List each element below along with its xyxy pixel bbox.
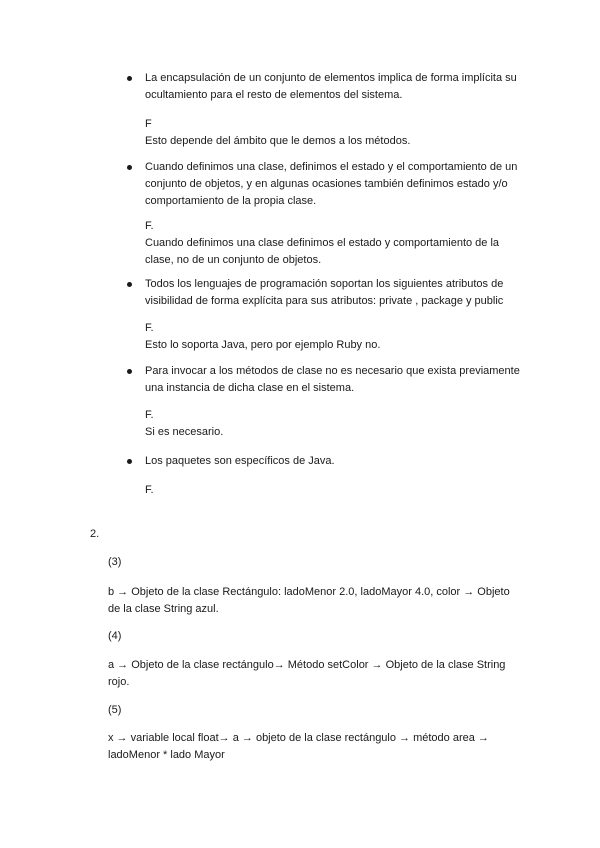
bullet-icon xyxy=(127,282,132,287)
explanation: Esto depende del ámbito que le demos a los métodos. xyxy=(145,135,411,147)
explanation: Cuando definimos una clase definimos el estado y comportamiento de la clase, no de un conjunto de objetos. xyxy=(145,237,500,266)
question-text: La encapsulación de un conjunto de elementos implica de forma implícita su ocultamiento para el resto de elementos del sistema. xyxy=(145,72,517,101)
explanation: Esto lo soporta Java, pero por ejemplo Ruby no. xyxy=(145,339,381,351)
bullet-icon xyxy=(127,459,132,464)
question-text: Cuando definimos una clase, definimos el estado y el comportamiento de un conjunto de objetos, y en algunas ocasiones también definimos estado y/o comportamiento de la propia clase. xyxy=(145,161,518,207)
question-text: Todos los lenguajes de programación soportan los siguientes atributos de visibilidad de forma explícita para sus atributos: private , package y public xyxy=(145,278,504,307)
part-text: x → variable local float→ a → objeto de la clase rectángulo → método area → ladoMenor * lado Mayor xyxy=(108,732,489,761)
verdict: F. xyxy=(145,322,154,334)
part-label: (5) xyxy=(108,704,122,716)
bullet-item xyxy=(145,363,530,397)
part-label: (4) xyxy=(108,630,122,642)
part-label: (3) xyxy=(108,556,122,568)
answer-block xyxy=(145,320,530,354)
part-text: a → Objeto de la clase rectángulo→ Método setColor → Objeto de la clase String rojo. xyxy=(108,659,506,688)
answer-block xyxy=(145,482,530,499)
bullet-item xyxy=(145,70,530,104)
verdict: F. xyxy=(145,409,154,421)
bullet-icon xyxy=(127,165,132,170)
answer-block xyxy=(145,407,530,441)
bullet-item xyxy=(145,453,530,470)
explanation: Si es necesario. xyxy=(145,426,224,438)
question-text: Los paquetes son específicos de Java. xyxy=(145,455,335,467)
verdict: F. xyxy=(145,220,154,232)
bullet-icon xyxy=(127,369,132,374)
verdict: F. xyxy=(145,484,154,496)
bullet-icon xyxy=(127,76,132,81)
part-text: b → Objeto de la clase Rectángulo: ladoMenor 2.0, ladoMayor 4.0, color → Objeto de la clase String azul. xyxy=(108,586,510,615)
bullet-item xyxy=(145,276,530,310)
answer-block xyxy=(145,116,530,150)
answer-block xyxy=(145,218,530,269)
question-text: Para invocar a los métodos de clase no es necesario que exista previamente una instancia de dicha clase en el sistema. xyxy=(145,365,520,394)
section-number: 2. xyxy=(90,528,100,540)
bullet-item xyxy=(145,159,530,210)
verdict: F xyxy=(145,118,152,130)
